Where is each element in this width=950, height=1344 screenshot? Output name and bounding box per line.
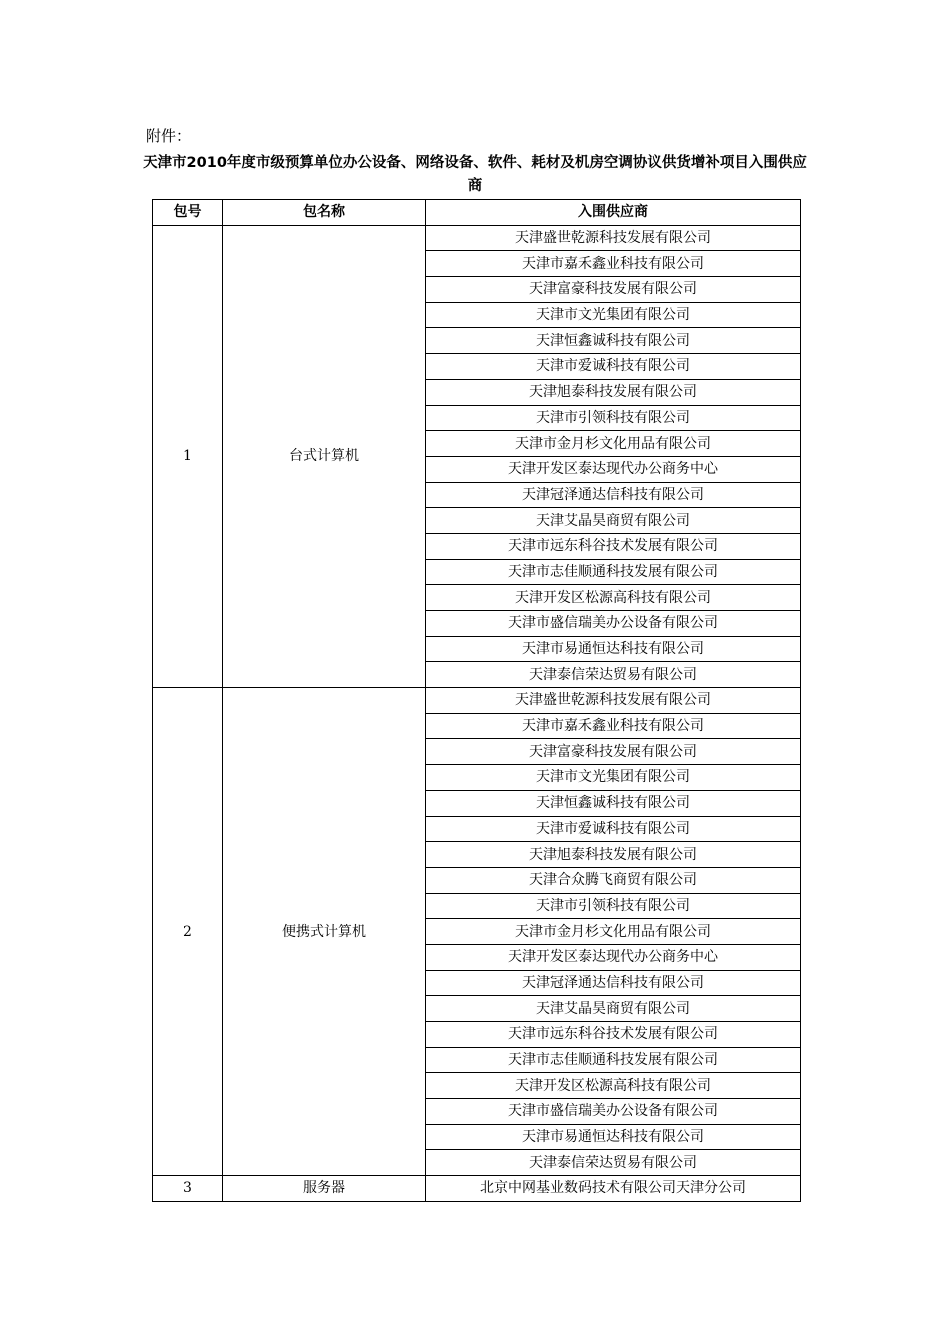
supplier-cell: 天津市盛信瑞美办公设备有限公司 — [426, 611, 801, 637]
header-package-name: 包名称 — [223, 200, 426, 226]
supplier-cell: 天津富豪科技发展有限公司 — [426, 739, 801, 765]
supplier-cell: 天津旭泰科技发展有限公司 — [426, 842, 801, 868]
supplier-cell: 天津艾晶昊商贸有限公司 — [426, 508, 801, 534]
supplier-cell: 天津盛世乾源科技发展有限公司 — [426, 225, 801, 251]
package-number-cell: 2 — [153, 688, 223, 1176]
package-name-cell: 服务器 — [223, 1176, 426, 1202]
table-body — [153, 225, 801, 1201]
package-name-cell: 便携式计算机 — [223, 688, 426, 1176]
supplier-cell: 天津市金月杉文化用品有限公司 — [426, 431, 801, 457]
supplier-cell: 天津市文光集团有限公司 — [426, 765, 801, 791]
supplier-cell: 天津开发区松源高科技有限公司 — [426, 585, 801, 611]
supplier-cell: 天津市金月杉文化用品有限公司 — [426, 919, 801, 945]
supplier-cell: 天津市嘉禾鑫业科技有限公司 — [426, 251, 801, 277]
supplier-cell: 天津冠泽通达信科技有限公司 — [426, 482, 801, 508]
table-row — [153, 1176, 801, 1202]
supplier-cell: 天津市爱诚科技有限公司 — [426, 354, 801, 380]
supplier-cell: 天津泰信荣达贸易有限公司 — [426, 662, 801, 688]
supplier-cell: 天津开发区泰达现代办公商务中心 — [426, 944, 801, 970]
supplier-cell: 天津恒鑫诚科技有限公司 — [426, 328, 801, 354]
package-name-cell: 台式计算机 — [223, 225, 426, 687]
table-row — [153, 225, 801, 251]
supplier-cell: 天津市嘉禾鑫业科技有限公司 — [426, 713, 801, 739]
supplier-table — [152, 199, 801, 1202]
supplier-cell: 天津市易通恒达科技有限公司 — [426, 636, 801, 662]
supplier-cell: 北京中网基业数码技术有限公司天津分公司 — [426, 1176, 801, 1202]
supplier-cell: 天津旭泰科技发展有限公司 — [426, 379, 801, 405]
supplier-cell: 天津市爱诚科技有限公司 — [426, 816, 801, 842]
supplier-cell: 天津泰信荣达贸易有限公司 — [426, 1150, 801, 1176]
supplier-cell: 天津市远东科谷技术发展有限公司 — [426, 533, 801, 559]
supplier-cell: 天津市文光集团有限公司 — [426, 302, 801, 328]
supplier-cell: 天津开发区松源高科技有限公司 — [426, 1073, 801, 1099]
supplier-cell: 天津富豪科技发展有限公司 — [426, 277, 801, 303]
supplier-cell: 天津开发区泰达现代办公商务中心 — [426, 456, 801, 482]
attachment-label: 附件： — [146, 127, 192, 145]
header-suppliers: 入围供应商 — [426, 200, 801, 226]
supplier-cell: 天津恒鑫诚科技有限公司 — [426, 790, 801, 816]
table-header-row — [153, 200, 801, 226]
supplier-cell: 天津市引领科技有限公司 — [426, 893, 801, 919]
supplier-cell: 天津盛世乾源科技发展有限公司 — [426, 688, 801, 714]
package-number-cell: 3 — [153, 1176, 223, 1202]
supplier-cell: 天津市易通恒达科技有限公司 — [426, 1124, 801, 1150]
supplier-cell: 天津市远东科谷技术发展有限公司 — [426, 1022, 801, 1048]
document-title: 天津市2010年度市级预算单位办公设备、网络设备、软件、耗材及机房空调协议供货增补项目入围供应商 — [143, 155, 807, 194]
supplier-cell: 天津市志佳顺通科技发展有限公司 — [426, 1047, 801, 1073]
supplier-cell: 天津市盛信瑞美办公设备有限公司 — [426, 1099, 801, 1125]
supplier-cell: 天津市志佳顺通科技发展有限公司 — [426, 559, 801, 585]
header-package-number: 包号 — [153, 200, 223, 226]
supplier-cell: 天津冠泽通达信科技有限公司 — [426, 970, 801, 996]
package-number-cell: 1 — [153, 225, 223, 687]
supplier-cell: 天津合众腾飞商贸有限公司 — [426, 867, 801, 893]
table-row — [153, 688, 801, 714]
supplier-cell: 天津艾晶昊商贸有限公司 — [426, 996, 801, 1022]
supplier-cell: 天津市引领科技有限公司 — [426, 405, 801, 431]
